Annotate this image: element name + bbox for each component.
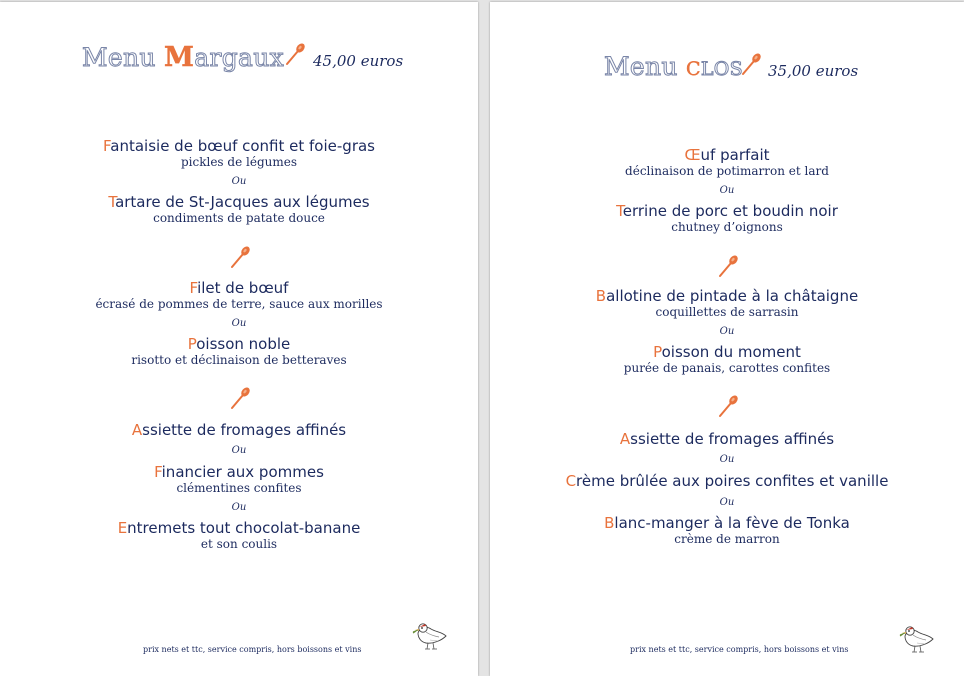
dish-name: Assiette de fromages affinés: [131, 421, 347, 439]
dish-name: Crème brûlée aux poires confites et vanille: [565, 472, 889, 490]
spoon-icon: [229, 387, 251, 411]
course-item: [0, 464, 478, 495]
menu-price: 35,00 euros: [768, 62, 859, 80]
dish-name: Assiette de fromages affinés: [619, 430, 835, 448]
or-separator: Ou: [719, 497, 735, 508]
or-separator: Ou: [231, 318, 247, 329]
or-separator: Ou: [719, 326, 735, 337]
menu-price: 45,00 euros: [313, 52, 404, 70]
dish-name: Tartare de St-Jacques aux légumes: [108, 193, 370, 211]
course-item: [490, 473, 964, 490]
dish-description: coquillettes de sarrasin: [655, 305, 799, 319]
spoon-icon: [717, 395, 739, 419]
dish-description: clémentines confites: [176, 481, 302, 495]
spoon-icon: [284, 43, 306, 67]
or-separator: Ou: [719, 454, 735, 465]
course-item: [490, 515, 964, 546]
dish-name: Financier aux pommes: [154, 463, 324, 481]
course-item: [490, 431, 964, 448]
bird-icon: [412, 616, 450, 652]
dish-name: Blanc-manger à la fève de Tonka: [604, 514, 850, 532]
dish-description: écrasé de pommes de terre, sauce aux morilles: [95, 297, 383, 311]
or-separator: Ou: [719, 185, 735, 196]
course-item: [0, 520, 478, 551]
dish-name: Ballotine de pintade à la châtaigne: [595, 287, 859, 305]
dish-description: pickles de légumes: [180, 155, 297, 169]
dish-description: déclinaison de potimarron et lard: [625, 164, 829, 178]
menu-title: Menu Margaux: [82, 42, 284, 73]
course-item: [490, 344, 964, 375]
course-item: [0, 336, 478, 367]
dish-name: Entremets tout chocolat-banane: [117, 519, 361, 537]
dish-name: Fantaisie de bœuf confit et foie-gras: [103, 137, 375, 155]
course-item: [0, 194, 478, 225]
or-separator: Ou: [231, 176, 247, 187]
dish-name: Poisson du moment: [653, 343, 801, 361]
spoon-icon: [229, 246, 251, 270]
dish-description: purée de panais, carottes confites: [623, 361, 831, 375]
course-item: [0, 422, 478, 439]
dish-name: Terrine de porc et boudin noir: [616, 202, 838, 220]
or-separator: Ou: [231, 502, 247, 513]
dish-description: condiments de patate douce: [153, 211, 325, 225]
menu-page-clos: [490, 2, 964, 676]
course-item: [0, 280, 478, 311]
spoon-icon: [717, 255, 739, 279]
bird-icon: [899, 619, 937, 655]
course-item: [490, 288, 964, 319]
dish-description: chutney d’oignons: [671, 220, 783, 234]
footer-note: prix nets et ttc, service compris, hors boissons et vins: [630, 645, 849, 654]
or-separator: Ou: [231, 445, 247, 456]
dish-description: et son coulis: [200, 537, 278, 551]
menu-page-margaux: [0, 2, 478, 676]
dish-description: crème de marron: [674, 532, 780, 546]
course-item: [490, 147, 964, 178]
dish-name: Poisson noble: [187, 335, 291, 353]
menu-title: Menu CLOS: [604, 52, 744, 81]
course-item: [490, 203, 964, 234]
spoon-icon: [740, 53, 762, 77]
dish-name: Filet de bœuf: [189, 279, 289, 297]
course-item: [0, 138, 478, 169]
dish-description: risotto et déclinaison de betteraves: [131, 353, 347, 367]
dish-name: Œuf parfait: [684, 146, 770, 164]
footer-note: prix nets et ttc, service compris, hors boissons et vins: [143, 645, 362, 654]
